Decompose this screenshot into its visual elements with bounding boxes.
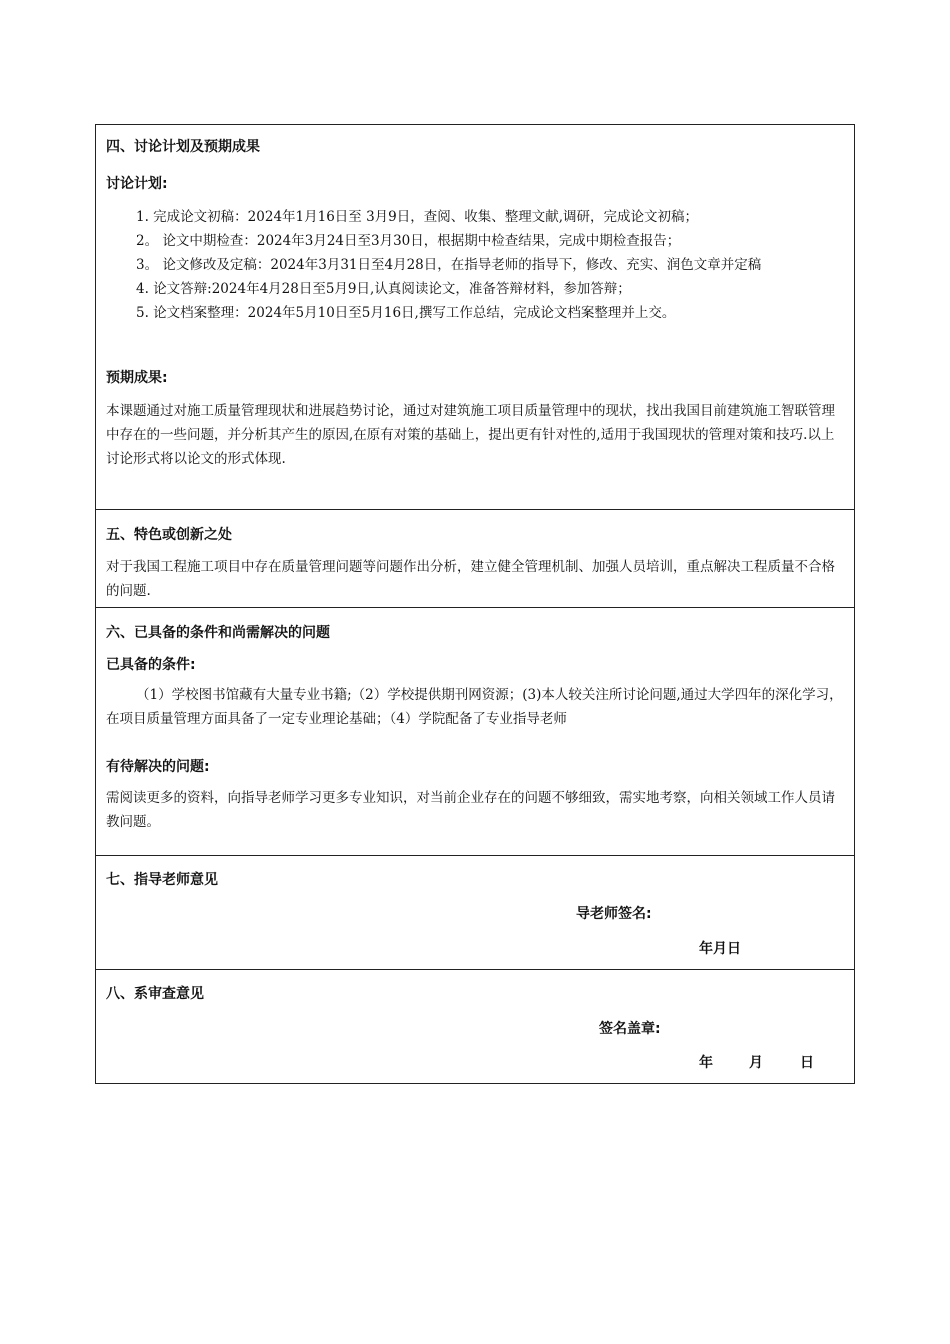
pending-issues-label: 有待解决的问题: xyxy=(106,759,210,775)
review-date-day: 日 xyxy=(800,1055,814,1071)
plan-item: 4. 论文答辩:2024年4月28日至5月9日,认真阅读论文，准备答辩材料，参加答辩； xyxy=(136,281,631,297)
section-6-title: 六、已具备的条件和尚需解决的问题 xyxy=(106,625,330,641)
plan-label: 讨论计划: xyxy=(106,176,168,192)
features-text: 对于我国工程施工项目中存在质量管理问题等问题作出分析，建立健全管理机制、加强人员培训，重点解决工程质量不合格的问题. xyxy=(106,559,835,599)
section-8-title: 八、系审查意见 xyxy=(106,986,204,1002)
section-conditions-and-issues xyxy=(96,608,854,856)
section-7-title: 七、指导老师意见 xyxy=(106,872,218,888)
pending-issues-text: 需阅读更多的资料，向指导老师学习更多专业知识，对当前企业存在的问题不够细致，需实地考察，向相关领域工作人员请教问题。 xyxy=(106,790,835,830)
outcome-label: 预期成果: xyxy=(106,370,168,386)
proposal-form-table xyxy=(95,124,855,1084)
plan-item: 1. 完成论文初稿：2024年1月16日至 3月9日，查阅、收集、整理文献,调研，完成论文初稿； xyxy=(136,209,699,225)
review-date-month: 月 xyxy=(749,1055,763,1071)
plan-list xyxy=(106,205,844,325)
section-4-title: 四、讨论计划及预期成果 xyxy=(106,139,260,155)
advisor-date-label: 年月日 xyxy=(699,941,741,957)
section-department-review xyxy=(96,970,854,1083)
conditions-text: （1）学校图书馆藏有大量专业书籍;（2）学校提供期刊网资源；(3)本人较关注所讨论问题,通过大学四年的深化学习，在项目质量管理方面具备了一定专业理论基础；（4）学院配备了专业指导老师 xyxy=(106,687,843,727)
section-advisor-opinion xyxy=(96,856,854,970)
review-date-year: 年 xyxy=(699,1055,713,1071)
plan-item: 2。 论文中期检查：2024年3月24日至3月30日，根据期中检查结果，完成中期检查报告； xyxy=(136,233,681,249)
section-features xyxy=(96,510,854,608)
section-plan-and-outcomes xyxy=(96,125,854,510)
conditions-label: 已具备的条件: xyxy=(106,657,196,673)
review-seal-label: 签名盖章: xyxy=(599,1021,661,1037)
plan-item: 3。 论文修改及定稿：2024年3月31日至4月28日，在指导老师的指导下，修改、充实、润色文章并定稿 xyxy=(136,257,762,273)
advisor-signature-label: 导老师签名: xyxy=(576,906,652,922)
section-5-title: 五、特色或创新之处 xyxy=(106,527,232,543)
plan-item: 5. 论文档案整理：2024年5月10日至5月16日,撰写工作总结，完成论文档案整理并上交。 xyxy=(136,305,676,321)
outcome-text: 本课题通过对施工质量管理现状和进展趋势讨论，通过对建筑施工项目质量管理中的现状，找出我国目前建筑施工智联管理中存在的一些问题，并分析其产生的原因,在原有对策的基础上，提出更有针对性的,适用于我国现状的管理对策和技巧.以上讨论形式将以论文的形式体现. xyxy=(106,403,835,467)
